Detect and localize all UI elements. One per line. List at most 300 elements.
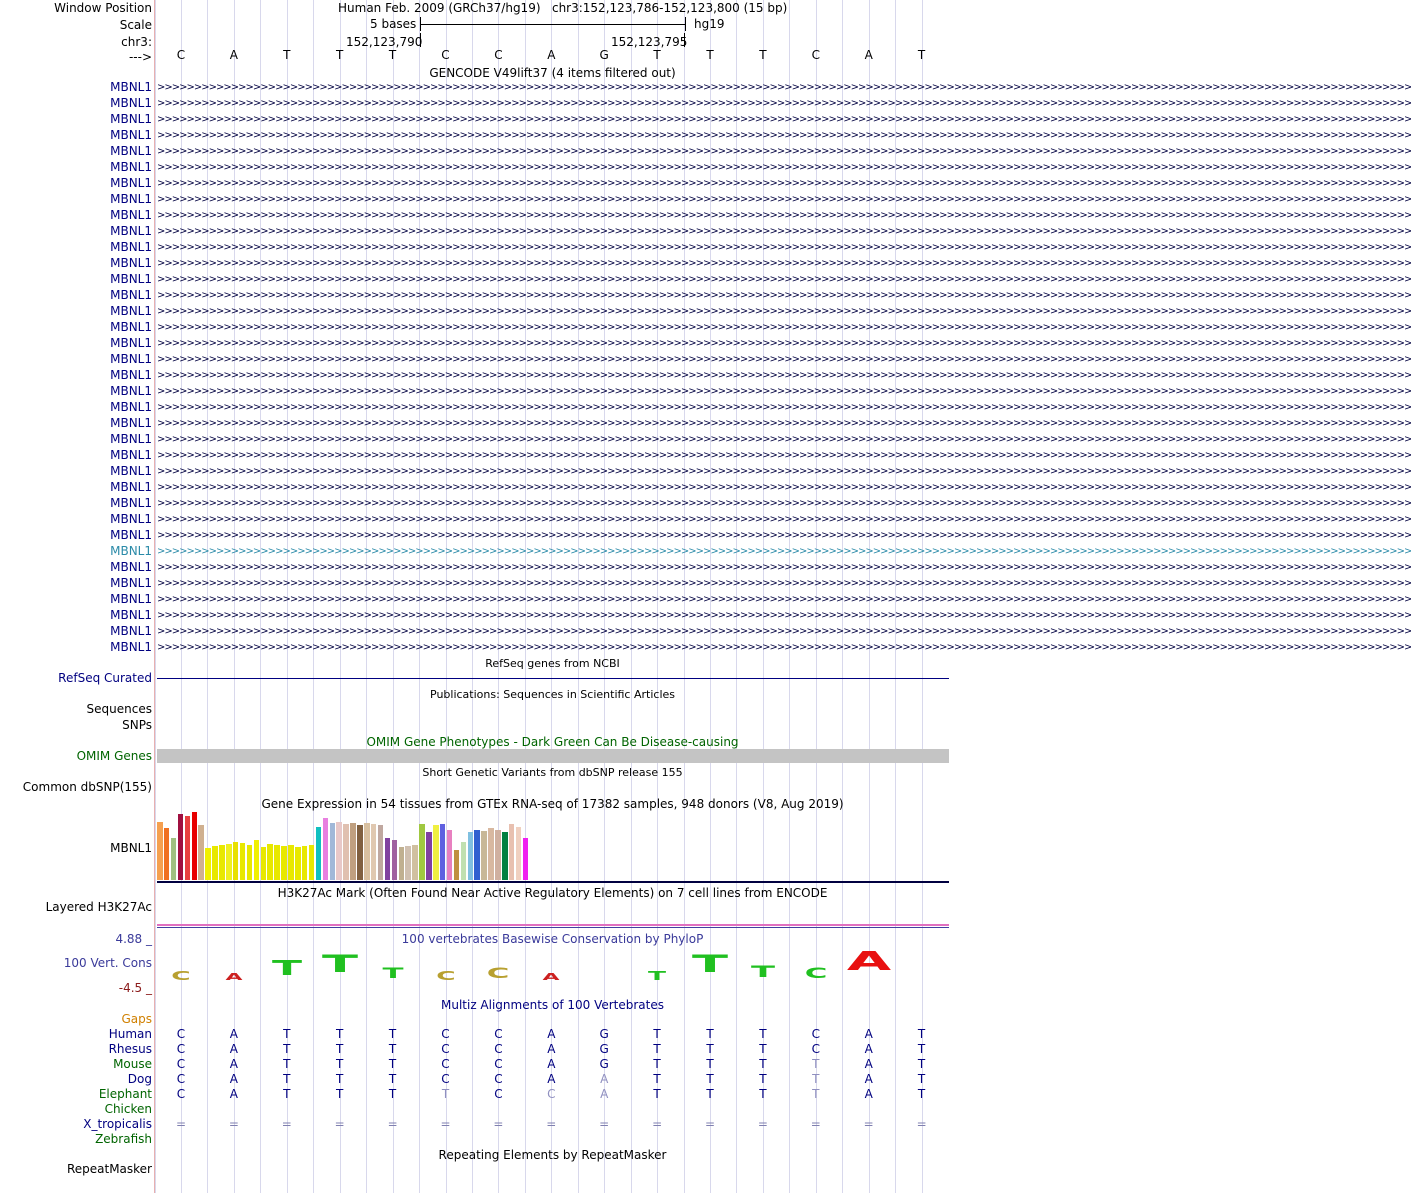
gtex-tissue-bar[interactable]: [447, 830, 453, 880]
coord-right-tick: [684, 33, 685, 47]
species-alignment-row: [155, 1102, 950, 1117]
gtex-tissue-bar[interactable]: [281, 846, 287, 880]
scale-label: Scale: [119, 18, 152, 32]
gtex-tissue-bar[interactable]: [336, 822, 342, 880]
aligned-base: =: [228, 1117, 239, 1131]
gtex-tissue-bar[interactable]: [171, 838, 177, 880]
gtex-tissue-bar[interactable]: [205, 848, 211, 880]
gtex-tissue-bar[interactable]: [254, 840, 260, 880]
repeatmasker-label[interactable]: RepeatMasker: [66, 1162, 152, 1176]
strand-arrows: >>>>>>>>>>>>>>>>>>>>>>>>>>>>>>>>>>>>>>>>>>>>>>>>>>>>>>>>>>>>>>>>>>>>>>>>>>>>>>>>>>>>>>>>>>>>>>>>>>>>>>>>>>>>>>>>>>>>>>>>>>>>>>>>>>>>>>>>>>>>>>>>>>>>>>>>>>>>>>>>>>>>>>>>>>: [157, 98, 1411, 109]
gencode-gene-label[interactable]: MBNL1: [110, 560, 152, 574]
gencode-gene-label[interactable]: MBNL1: [110, 496, 152, 510]
gencode-transcript[interactable]: [157, 176, 1411, 192]
gtex-tissue-bar[interactable]: [323, 818, 329, 880]
gencode-transcript[interactable]: [157, 288, 1411, 304]
h3k27ac-label[interactable]: Layered H3K27Ac: [45, 900, 152, 914]
strand-arrows: >>>>>>>>>>>>>>>>>>>>>>>>>>>>>>>>>>>>>>>>>>>>>>>>>>>>>>>>>>>>>>>>>>>>>>>>>>>>>>>>>>>>>>>>>>>>>>>>>>>>>>>>>>>>>>>>>>>>>>>>>>>>>>>>>>>>>>>>>>>>>>>>>>>>>>>>>>>>>>>>>>>>>>>>>>: [157, 274, 1411, 285]
gencode-transcript[interactable]: [157, 80, 1411, 96]
left-margin-divider: [154, 0, 155, 1193]
strand-arrows: >>>>>>>>>>>>>>>>>>>>>>>>>>>>>>>>>>>>>>>>>>>>>>>>>>>>>>>>>>>>>>>>>>>>>>>>>>>>>>>>>>>>>>>>>>>>>>>>>>>>>>>>>>>>>>>>>>>>>>>>>>>>>>>>>>>>>>>>>>>>>>>>>>>>>>>>>>>>>>>>>>>>>>>>>>: [157, 290, 1411, 301]
phylop-base-glyph: T: [271, 956, 302, 980]
gencode-transcript[interactable]: [157, 352, 1411, 368]
strand-arrows: >>>>>>>>>>>>>>>>>>>>>>>>>>>>>>>>>>>>>>>>>>>>>>>>>>>>>>>>>>>>>>>>>>>>>>>>>>>>>>>>>>>>>>>>>>>>>>>>>>>>>>>>>>>>>>>>>>>>>>>>>>>>>>>>>>>>>>>>>>>>>>>>>>>>>>>>>>>>>>>>>>>>>>>>>>: [157, 450, 1411, 461]
aligned-base: C: [176, 1042, 186, 1056]
aligned-base: C: [176, 1087, 186, 1101]
aligned-base: A: [864, 1027, 873, 1041]
strand-arrows: >>>>>>>>>>>>>>>>>>>>>>>>>>>>>>>>>>>>>>>>>>>>>>>>>>>>>>>>>>>>>>>>>>>>>>>>>>>>>>>>>>>>>>>>>>>>>>>>>>>>>>>>>>>>>>>>>>>>>>>>>>>>>>>>>>>>>>>>>>>>>>>>>>>>>>>>>>>>>>>>>>>>>>>>>>: [157, 594, 1411, 605]
gtex-tissue-bar[interactable]: [240, 843, 246, 880]
gencode-gene-label[interactable]: MBNL1: [110, 512, 152, 526]
aligned-base: =: [863, 1117, 874, 1131]
base-letter: C: [811, 48, 820, 62]
assembly-name: Human Feb. 2009 (GRCh37/hg19): [338, 1, 541, 15]
aligned-base: T: [759, 1027, 767, 1041]
strand-arrows: >>>>>>>>>>>>>>>>>>>>>>>>>>>>>>>>>>>>>>>>>>>>>>>>>>>>>>>>>>>>>>>>>>>>>>>>>>>>>>>>>>>>>>>>>>>>>>>>>>>>>>>>>>>>>>>>>>>>>>>>>>>>>>>>>>>>>>>>>>>>>>>>>>>>>>>>>>>>>>>>>>>>>>>>>>: [157, 258, 1411, 269]
aligned-base: T: [653, 1057, 661, 1071]
gencode-transcript[interactable]: [157, 128, 1411, 144]
base-letter: T: [336, 48, 344, 62]
gtex-tissue-bar[interactable]: [461, 842, 467, 880]
gencode-gene-label[interactable]: MBNL1: [110, 544, 152, 558]
gencode-transcript[interactable]: [157, 224, 1411, 240]
aligned-base: T: [917, 1042, 926, 1056]
aligned-base: C: [811, 1042, 820, 1056]
gtex-tissue-bar[interactable]: [192, 812, 198, 880]
aligned-base: C: [494, 1057, 503, 1071]
omim-label[interactable]: OMIM Genes: [76, 749, 152, 763]
strand-arrows: >>>>>>>>>>>>>>>>>>>>>>>>>>>>>>>>>>>>>>>>>>>>>>>>>>>>>>>>>>>>>>>>>>>>>>>>>>>>>>>>>>>>>>>>>>>>>>>>>>>>>>>>>>>>>>>>>>>>>>>>>>>>>>>>>>>>>>>>>>>>>>>>>>>>>>>>>>>>>>>>>>>>>>>>>>: [157, 194, 1411, 205]
gtex-tissue-bar[interactable]: [419, 824, 425, 880]
gencode-gene-label[interactable]: MBNL1: [110, 592, 152, 606]
gencode-gene-label[interactable]: MBNL1: [110, 352, 152, 366]
gencode-transcript[interactable]: [157, 608, 1411, 624]
aligned-base: G: [599, 1027, 609, 1041]
phylop-base-glyph: A: [846, 947, 891, 977]
gtex-expression-chart[interactable]: [157, 812, 557, 880]
species-alignment-row: [155, 1027, 950, 1042]
aligned-base: A: [547, 1057, 556, 1071]
gtex-tissue-bar[interactable]: [405, 846, 411, 880]
aligned-base: T: [653, 1042, 661, 1056]
strand-arrows: >>>>>>>>>>>>>>>>>>>>>>>>>>>>>>>>>>>>>>>>>>>>>>>>>>>>>>>>>>>>>>>>>>>>>>>>>>>>>>>>>>>>>>>>>>>>>>>>>>>>>>>>>>>>>>>>>>>>>>>>>>>>>>>>>>>>>>>>>>>>>>>>>>>>>>>>>>>>>>>>>>>>>>>>>>: [157, 146, 1411, 157]
dbsnp-label[interactable]: Common dbSNP(155): [22, 780, 152, 794]
gtex-tissue-bar[interactable]: [219, 845, 225, 880]
strand-arrows: >>>>>>>>>>>>>>>>>>>>>>>>>>>>>>>>>>>>>>>>>>>>>>>>>>>>>>>>>>>>>>>>>>>>>>>>>>>>>>>>>>>>>>>>>>>>>>>>>>>>>>>>>>>>>>>>>>>>>>>>>>>>>>>>>>>>>>>>>>>>>>>>>>>>>>>>>>>>>>>>>>>>>>>>>>: [157, 306, 1411, 317]
aligned-base: T: [336, 1057, 344, 1071]
phylop-base-glyph: T: [750, 962, 775, 981]
gencode-gene-label[interactable]: MBNL1: [110, 320, 152, 334]
gencode-transcript[interactable]: [157, 160, 1411, 176]
h3k27ac-title: H3K27Ac Mark (Often Found Near Active Regulatory Elements) on 7 cell lines from ENCODE: [277, 886, 828, 900]
gtex-tissue-bar[interactable]: [509, 824, 515, 880]
gencode-gene-label[interactable]: MBNL1: [110, 608, 152, 622]
gencode-gene-label[interactable]: MBNL1: [110, 256, 152, 270]
snps-label[interactable]: SNPs: [122, 718, 152, 732]
base-letter: T: [283, 48, 291, 62]
aligned-base: T: [812, 1087, 820, 1101]
gtex-tissue-bar[interactable]: [378, 825, 384, 880]
base-letter: G: [599, 48, 609, 62]
aligned-base: G: [599, 1042, 609, 1056]
aligned-base: C: [176, 1057, 186, 1071]
species-label[interactable]: Chicken: [104, 1102, 152, 1116]
phylop-min: -4.5 _: [118, 981, 152, 995]
gencode-transcript[interactable]: [157, 208, 1411, 224]
aligned-base: T: [917, 1057, 926, 1071]
gencode-gene-label[interactable]: MBNL1: [110, 464, 152, 478]
gtex-tissue-bar[interactable]: [357, 825, 363, 880]
gtex-tissue-bar[interactable]: [468, 832, 474, 880]
species-label[interactable]: Elephant: [98, 1087, 152, 1101]
gencode-transcript[interactable]: [157, 400, 1411, 416]
gtex-tissue-bar[interactable]: [267, 844, 273, 880]
gencode-gene-label[interactable]: MBNL1: [110, 192, 152, 206]
gencode-gene-label[interactable]: MBNL1: [110, 528, 152, 542]
aligned-base: T: [917, 1027, 926, 1041]
dbsnp-title: Short Genetic Variants from dbSNP release 155: [422, 766, 683, 779]
gencode-transcript[interactable]: [157, 432, 1411, 448]
gtex-tissue-bar[interactable]: [412, 845, 418, 880]
gtex-tissue-bar[interactable]: [502, 832, 508, 880]
aligned-base: C: [441, 1072, 450, 1086]
gencode-gene-label[interactable]: MBNL1: [110, 448, 152, 462]
base-letter: T: [759, 48, 767, 62]
gtex-tissue-bar[interactable]: [343, 824, 349, 880]
gencode-gene-label[interactable]: MBNL1: [110, 624, 152, 638]
gtex-tissue-bar[interactable]: [185, 816, 191, 880]
gencode-transcript[interactable]: [157, 144, 1411, 160]
strand-arrows: >>>>>>>>>>>>>>>>>>>>>>>>>>>>>>>>>>>>>>>>>>>>>>>>>>>>>>>>>>>>>>>>>>>>>>>>>>>>>>>>>>>>>>>>>>>>>>>>>>>>>>>>>>>>>>>>>>>>>>>>>>>>>>>>>>>>>>>>>>>>>>>>>>>>>>>>>>>>>>>>>>>>>>>>>>: [157, 242, 1411, 253]
gencode-transcript[interactable]: [157, 496, 1411, 512]
gtex-tissue-bar[interactable]: [454, 850, 460, 880]
aligned-base: T: [653, 1027, 661, 1041]
gencode-gene-label[interactable]: MBNL1: [110, 240, 152, 254]
strand-arrows: >>>>>>>>>>>>>>>>>>>>>>>>>>>>>>>>>>>>>>>>>>>>>>>>>>>>>>>>>>>>>>>>>>>>>>>>>>>>>>>>>>>>>>>>>>>>>>>>>>>>>>>>>>>>>>>>>>>>>>>>>>>>>>>>>>>>>>>>>>>>>>>>>>>>>>>>>>>>>>>>>>>>>>>>>>: [157, 386, 1411, 397]
gencode-gene-label[interactable]: MBNL1: [110, 80, 152, 94]
phylop-base-glyph: T: [691, 950, 729, 978]
gtex-tissue-bar[interactable]: [178, 814, 184, 880]
gencode-gene-label[interactable]: MBNL1: [110, 128, 152, 142]
gencode-transcript[interactable]: [157, 256, 1411, 272]
gencode-gene-label[interactable]: MBNL1: [110, 96, 152, 110]
aligned-base: A: [600, 1072, 609, 1086]
gtex-tissue-bar[interactable]: [157, 822, 163, 880]
gtex-tissue-bar[interactable]: [247, 845, 253, 880]
aligned-base: T: [812, 1072, 820, 1086]
phylop-base-glyph: C: [171, 969, 191, 983]
aligned-base: =: [916, 1117, 927, 1131]
gtex-title: Gene Expression in 54 tissues from GTEx RNA-seq of 17382 samples, 948 donors (V8, Aug 2019): [261, 797, 844, 811]
species-alignment-row: [155, 1117, 950, 1132]
gencode-transcript[interactable]: [157, 448, 1411, 464]
gencode-transcript[interactable]: [157, 528, 1411, 544]
gtex-tissue-bar[interactable]: [198, 825, 204, 880]
strand-arrows: >>>>>>>>>>>>>>>>>>>>>>>>>>>>>>>>>>>>>>>>>>>>>>>>>>>>>>>>>>>>>>>>>>>>>>>>>>>>>>>>>>>>>>>>>>>>>>>>>>>>>>>>>>>>>>>>>>>>>>>>>>>>>>>>>>>>>>>>>>>>>>>>>>>>>>>>>>>>>>>>>>>>>>>>>>: [157, 338, 1411, 349]
aligned-base: T: [917, 1072, 926, 1086]
gencode-transcript[interactable]: [157, 192, 1411, 208]
gencode-transcript[interactable]: [157, 416, 1411, 432]
strand-arrows: >>>>>>>>>>>>>>>>>>>>>>>>>>>>>>>>>>>>>>>>>>>>>>>>>>>>>>>>>>>>>>>>>>>>>>>>>>>>>>>>>>>>>>>>>>>>>>>>>>>>>>>>>>>>>>>>>>>>>>>>>>>>>>>>>>>>>>>>>>>>>>>>>>>>>>>>>>>>>>>>>>>>>>>>>>: [157, 210, 1411, 221]
gtex-tissue-bar[interactable]: [295, 847, 301, 880]
aligned-base: G: [599, 1057, 609, 1071]
strand-arrows: >>>>>>>>>>>>>>>>>>>>>>>>>>>>>>>>>>>>>>>>>>>>>>>>>>>>>>>>>>>>>>>>>>>>>>>>>>>>>>>>>>>>>>>>>>>>>>>>>>>>>>>>>>>>>>>>>>>>>>>>>>>>>>>>>>>>>>>>>>>>>>>>>>>>>>>>>>>>>>>>>>>>>>>>>>: [157, 562, 1411, 573]
gtex-tissue-bar[interactable]: [316, 827, 322, 880]
base-letter: C: [441, 48, 450, 62]
gtex-tissue-bar[interactable]: [440, 824, 446, 880]
gtex-tissue-bar[interactable]: [392, 840, 398, 880]
h3k27ac-baseline: [157, 927, 949, 928]
aligned-base: A: [864, 1072, 873, 1086]
base-letter: T: [388, 48, 397, 62]
base-letter: A: [547, 48, 556, 62]
species-alignment-row: [155, 1057, 950, 1072]
gencode-gene-label[interactable]: MBNL1: [110, 400, 152, 414]
gencode-transcript[interactable]: [157, 304, 1411, 320]
gtex-tissue-bar[interactable]: [364, 823, 370, 880]
base-letter: A: [864, 48, 873, 62]
gtex-tissue-bar[interactable]: [385, 838, 391, 880]
gencode-gene-label[interactable]: MBNL1: [110, 176, 152, 190]
gencode-transcript[interactable]: [157, 96, 1411, 112]
refseq-gene-line[interactable]: [157, 678, 949, 679]
publications-title: Publications: Sequences in Scientific Articles: [430, 688, 675, 701]
gencode-gene-label[interactable]: MBNL1: [110, 432, 152, 446]
species-label[interactable]: Mouse: [113, 1057, 152, 1071]
position-text[interactable]: chr3:152,123,786-152,123,800 (15 bp): [551, 1, 788, 15]
gencode-transcript[interactable]: [157, 240, 1411, 256]
gtex-tissue-bar[interactable]: [212, 846, 218, 880]
strand-arrows: >>>>>>>>>>>>>>>>>>>>>>>>>>>>>>>>>>>>>>>>>>>>>>>>>>>>>>>>>>>>>>>>>>>>>>>>>>>>>>>>>>>>>>>>>>>>>>>>>>>>>>>>>>>>>>>>>>>>>>>>>>>>>>>>>>>>>>>>>>>>>>>>>>>>>>>>>>>>>>>>>>>>>>>>>>: [157, 354, 1411, 365]
gtex-baseline: [157, 881, 949, 883]
gencode-transcript[interactable]: [157, 320, 1411, 336]
gaps-label: Gaps: [121, 1012, 152, 1026]
aligned-base: T: [336, 1072, 344, 1086]
omim-title: OMIM Gene Phenotypes - Dark Green Can Be Disease-causing: [366, 735, 739, 749]
species-label[interactable]: Rhesus: [108, 1042, 152, 1056]
gtex-tissue-bar[interactable]: [433, 825, 439, 880]
aligned-base: =: [546, 1117, 557, 1131]
aligned-base: T: [759, 1072, 767, 1086]
gencode-transcript[interactable]: [157, 368, 1411, 384]
aligned-base: T: [759, 1042, 767, 1056]
aligned-base: T: [759, 1087, 767, 1101]
aligned-base: A: [864, 1087, 873, 1101]
strand-arrows: >>>>>>>>>>>>>>>>>>>>>>>>>>>>>>>>>>>>>>>>>>>>>>>>>>>>>>>>>>>>>>>>>>>>>>>>>>>>>>>>>>>>>>>>>>>>>>>>>>>>>>>>>>>>>>>>>>>>>>>>>>>>>>>>>>>>>>>>>>>>>>>>>>>>>>>>>>>>>>>>>>>>>>>>>>: [157, 162, 1411, 173]
species-label[interactable]: Dog: [127, 1072, 152, 1086]
phylop-base-glyph: A: [225, 972, 243, 983]
gtex-tissue-bar[interactable]: [488, 828, 494, 880]
base-letter: T: [917, 48, 926, 62]
strand-arrows: >>>>>>>>>>>>>>>>>>>>>>>>>>>>>>>>>>>>>>>>>>>>>>>>>>>>>>>>>>>>>>>>>>>>>>>>>>>>>>>>>>>>>>>>>>>>>>>>>>>>>>>>>>>>>>>>>>>>>>>>>>>>>>>>>>>>>>>>>>>>>>>>>>>>>>>>>>>>>>>>>>>>>>>>>>: [157, 370, 1411, 381]
aligned-base: C: [547, 1087, 556, 1101]
species-label[interactable]: X_tropicalis: [83, 1117, 152, 1131]
gencode-gene-label[interactable]: MBNL1: [110, 416, 152, 430]
gtex-tissue-bar[interactable]: [288, 845, 294, 880]
gtex-tissue-bar[interactable]: [233, 842, 239, 880]
strand-arrows: >>>>>>>>>>>>>>>>>>>>>>>>>>>>>>>>>>>>>>>>>>>>>>>>>>>>>>>>>>>>>>>>>>>>>>>>>>>>>>>>>>>>>>>>>>>>>>>>>>>>>>>>>>>>>>>>>>>>>>>>>>>>>>>>>>>>>>>>>>>>>>>>>>>>>>>>>>>>>>>>>>>>>>>>>>: [157, 226, 1411, 237]
gencode-gene-label[interactable]: MBNL1: [110, 288, 152, 302]
aligned-base: T: [759, 1057, 767, 1071]
strand-arrows: >>>>>>>>>>>>>>>>>>>>>>>>>>>>>>>>>>>>>>>>>>>>>>>>>>>>>>>>>>>>>>>>>>>>>>>>>>>>>>>>>>>>>>>>>>>>>>>>>>>>>>>>>>>>>>>>>>>>>>>>>>>>>>>>>>>>>>>>>>>>>>>>>>>>>>>>>>>>>>>>>>>>>>>>>>: [157, 130, 1411, 141]
gtex-tissue-bar[interactable]: [523, 838, 529, 880]
strand-arrows: >>>>>>>>>>>>>>>>>>>>>>>>>>>>>>>>>>>>>>>>>>>>>>>>>>>>>>>>>>>>>>>>>>>>>>>>>>>>>>>>>>>>>>>>>>>>>>>>>>>>>>>>>>>>>>>>>>>>>>>>>>>>>>>>>>>>>>>>>>>>>>>>>>>>>>>>>>>>>>>>>>>>>>>>>>: [157, 418, 1411, 429]
aligned-base: T: [388, 1027, 397, 1041]
aligned-base: C: [494, 1087, 503, 1101]
gtex-tissue-bar[interactable]: [261, 847, 267, 880]
gtex-tissue-bar[interactable]: [330, 823, 336, 880]
gtex-tissue-bar[interactable]: [474, 830, 480, 880]
aligned-base: A: [547, 1027, 556, 1041]
gencode-gene-label[interactable]: MBNL1: [110, 576, 152, 590]
gencode-transcript[interactable]: [157, 560, 1411, 576]
base-letter: A: [229, 48, 238, 62]
gencode-transcript[interactable]: [157, 640, 1411, 656]
species-alignment-row: [155, 1087, 950, 1102]
strand-arrows: >>>>>>>>>>>>>>>>>>>>>>>>>>>>>>>>>>>>>>>>>>>>>>>>>>>>>>>>>>>>>>>>>>>>>>>>>>>>>>>>>>>>>>>>>>>>>>>>>>>>>>>>>>>>>>>>>>>>>>>>>>>>>>>>>>>>>>>>>>>>>>>>>>>>>>>>>>>>>>>>>>>>>>>>>>: [157, 626, 1411, 637]
gtex-tissue-bar[interactable]: [350, 823, 356, 880]
gtex-tissue-bar[interactable]: [226, 844, 232, 880]
gtex-tissue-bar[interactable]: [399, 847, 405, 880]
refseq-label[interactable]: RefSeq Curated: [58, 671, 152, 685]
gencode-gene-label[interactable]: MBNL1: [110, 480, 152, 494]
phylop-base-glyph: C: [435, 969, 456, 983]
coord-left-tick: [420, 33, 421, 47]
gtex-tissue-bar[interactable]: [495, 830, 501, 880]
aligned-base: =: [281, 1117, 292, 1131]
strand-arrows: >>>>>>>>>>>>>>>>>>>>>>>>>>>>>>>>>>>>>>>>>>>>>>>>>>>>>>>>>>>>>>>>>>>>>>>>>>>>>>>>>>>>>>>>>>>>>>>>>>>>>>>>>>>>>>>>>>>>>>>>>>>>>>>>>>>>>>>>>>>>>>>>>>>>>>>>>>>>>>>>>>>>>>>>>>: [157, 466, 1411, 477]
aligned-base: T: [336, 1087, 344, 1101]
chrom-label: chr3:: [121, 35, 152, 49]
aligned-base: C: [176, 1072, 186, 1086]
gencode-transcript[interactable]: [157, 624, 1411, 640]
omim-feature-bar[interactable]: [157, 749, 949, 763]
gencode-transcript[interactable]: [157, 576, 1411, 592]
aligned-base: A: [229, 1072, 238, 1086]
aligned-base: C: [494, 1072, 503, 1086]
gencode-gene-label[interactable]: MBNL1: [110, 144, 152, 158]
aligned-base: =: [652, 1117, 663, 1131]
gtex-tissue-bar[interactable]: [164, 828, 170, 880]
coord-left: 152,123,790: [346, 35, 423, 49]
base-letter: T: [706, 48, 714, 62]
gtex-tissue-bar[interactable]: [274, 845, 280, 880]
gtex-tissue-bar[interactable]: [302, 846, 308, 880]
gencode-gene-label[interactable]: MBNL1: [110, 272, 152, 286]
aligned-base: A: [864, 1042, 873, 1056]
assembly-title: [338, 1, 787, 15]
gencode-transcript[interactable]: [157, 272, 1411, 288]
species-alignment-row: [155, 1132, 950, 1147]
strand-label: --->: [128, 50, 152, 64]
gencode-gene-label[interactable]: MBNL1: [110, 384, 152, 398]
aligned-base: T: [283, 1027, 291, 1041]
aligned-base: T: [388, 1057, 397, 1071]
aligned-base: T: [706, 1087, 714, 1101]
aligned-base: T: [653, 1072, 661, 1086]
strand-arrows: >>>>>>>>>>>>>>>>>>>>>>>>>>>>>>>>>>>>>>>>>>>>>>>>>>>>>>>>>>>>>>>>>>>>>>>>>>>>>>>>>>>>>>>>>>>>>>>>>>>>>>>>>>>>>>>>>>>>>>>>>>>>>>>>>>>>>>>>>>>>>>>>>>>>>>>>>>>>>>>>>>>>>>>>>>: [157, 178, 1411, 189]
repeatmasker-title: Repeating Elements by RepeatMasker: [438, 1148, 667, 1162]
aligned-base: T: [283, 1057, 291, 1071]
strand-arrows: >>>>>>>>>>>>>>>>>>>>>>>>>>>>>>>>>>>>>>>>>>>>>>>>>>>>>>>>>>>>>>>>>>>>>>>>>>>>>>>>>>>>>>>>>>>>>>>>>>>>>>>>>>>>>>>>>>>>>>>>>>>>>>>>>>>>>>>>>>>>>>>>>>>>>>>>>>>>>>>>>>>>>>>>>>: [157, 642, 1411, 653]
aligned-base: C: [176, 1027, 186, 1041]
species-label[interactable]: Human: [108, 1027, 152, 1041]
gencode-gene-label[interactable]: MBNL1: [110, 160, 152, 174]
aligned-base: =: [493, 1117, 504, 1131]
gencode-gene-label[interactable]: MBNL1: [110, 336, 152, 350]
strand-arrows: >>>>>>>>>>>>>>>>>>>>>>>>>>>>>>>>>>>>>>>>>>>>>>>>>>>>>>>>>>>>>>>>>>>>>>>>>>>>>>>>>>>>>>>>>>>>>>>>>>>>>>>>>>>>>>>>>>>>>>>>>>>>>>>>>>>>>>>>>>>>>>>>>>>>>>>>>>>>>>>>>>>>>>>>>>: [157, 322, 1411, 333]
base-letter: C: [176, 48, 186, 62]
gencode-gene-label[interactable]: MBNL1: [110, 224, 152, 238]
aligned-base: T: [706, 1042, 714, 1056]
aligned-base: =: [387, 1117, 398, 1131]
aligned-base: =: [440, 1117, 451, 1131]
gencode-transcript[interactable]: [157, 544, 1411, 560]
aligned-base: A: [229, 1042, 238, 1056]
phylop-label[interactable]: 100 Vert. Cons: [63, 956, 152, 970]
strand-arrows: >>>>>>>>>>>>>>>>>>>>>>>>>>>>>>>>>>>>>>>>>>>>>>>>>>>>>>>>>>>>>>>>>>>>>>>>>>>>>>>>>>>>>>>>>>>>>>>>>>>>>>>>>>>>>>>>>>>>>>>>>>>>>>>>>>>>>>>>>>>>>>>>>>>>>>>>>>>>>>>>>>>>>>>>>>: [157, 610, 1411, 621]
gencode-gene-label[interactable]: MBNL1: [110, 640, 152, 654]
gtex-tissue-bar[interactable]: [426, 832, 432, 880]
gencode-transcript[interactable]: [157, 480, 1411, 496]
gtex-tissue-bar[interactable]: [371, 824, 377, 880]
scale-bar: [420, 17, 686, 31]
gencode-transcript[interactable]: [157, 112, 1411, 128]
gencode-gene-label[interactable]: MBNL1: [110, 368, 152, 382]
h3k27ac-signal[interactable]: [157, 924, 949, 926]
gencode-transcript[interactable]: [157, 512, 1411, 528]
gtex-tissue-bar[interactable]: [481, 831, 487, 880]
gtex-tissue-bar[interactable]: [309, 845, 315, 880]
aligned-base: T: [706, 1072, 714, 1086]
gencode-transcript[interactable]: [157, 384, 1411, 400]
gencode-gene-label[interactable]: MBNL1: [110, 304, 152, 318]
species-label[interactable]: Zebrafish: [95, 1132, 152, 1146]
refseq-title: RefSeq genes from NCBI: [485, 657, 620, 670]
window-position-label: Window Position: [54, 1, 152, 15]
gencode-transcript[interactable]: [157, 592, 1411, 608]
phylop-max: 4.88 _: [115, 932, 152, 946]
gencode-title: GENCODE V49lift37 (4 items filtered out): [429, 66, 676, 80]
gencode-transcript[interactable]: [157, 336, 1411, 352]
aligned-base: C: [811, 1027, 820, 1041]
aligned-base: =: [757, 1117, 768, 1131]
scale-db: hg19: [694, 17, 725, 31]
gencode-gene-label[interactable]: MBNL1: [110, 112, 152, 126]
strand-arrows: >>>>>>>>>>>>>>>>>>>>>>>>>>>>>>>>>>>>>>>>>>>>>>>>>>>>>>>>>>>>>>>>>>>>>>>>>>>>>>>>>>>>>>>>>>>>>>>>>>>>>>>>>>>>>>>>>>>>>>>>>>>>>>>>>>>>>>>>>>>>>>>>>>>>>>>>>>>>>>>>>>>>>>>>>>: [157, 82, 1411, 93]
aligned-base: A: [864, 1057, 873, 1071]
phylop-base-glyph: C: [487, 966, 510, 982]
aligned-base: T: [283, 1042, 291, 1056]
gtex-label[interactable]: MBNL1: [110, 841, 152, 855]
phylop-title: 100 vertebrates Basewise Conservation by PhyloP: [401, 932, 704, 946]
aligned-base: A: [229, 1027, 238, 1041]
aligned-base: C: [441, 1027, 450, 1041]
aligned-base: T: [283, 1087, 291, 1101]
gencode-gene-label[interactable]: MBNL1: [110, 208, 152, 222]
aligned-base: T: [336, 1027, 344, 1041]
aligned-base: =: [175, 1117, 187, 1131]
gencode-transcript[interactable]: [157, 464, 1411, 480]
gtex-tissue-bar[interactable]: [516, 827, 522, 880]
sequences-label[interactable]: Sequences: [86, 702, 152, 716]
aligned-base: T: [706, 1027, 714, 1041]
phylop-logo-row[interactable]: [155, 947, 950, 983]
species-alignment-row: [155, 1042, 950, 1057]
aligned-base: T: [283, 1072, 291, 1086]
aligned-base: =: [704, 1117, 716, 1131]
aligned-base: T: [388, 1087, 397, 1101]
